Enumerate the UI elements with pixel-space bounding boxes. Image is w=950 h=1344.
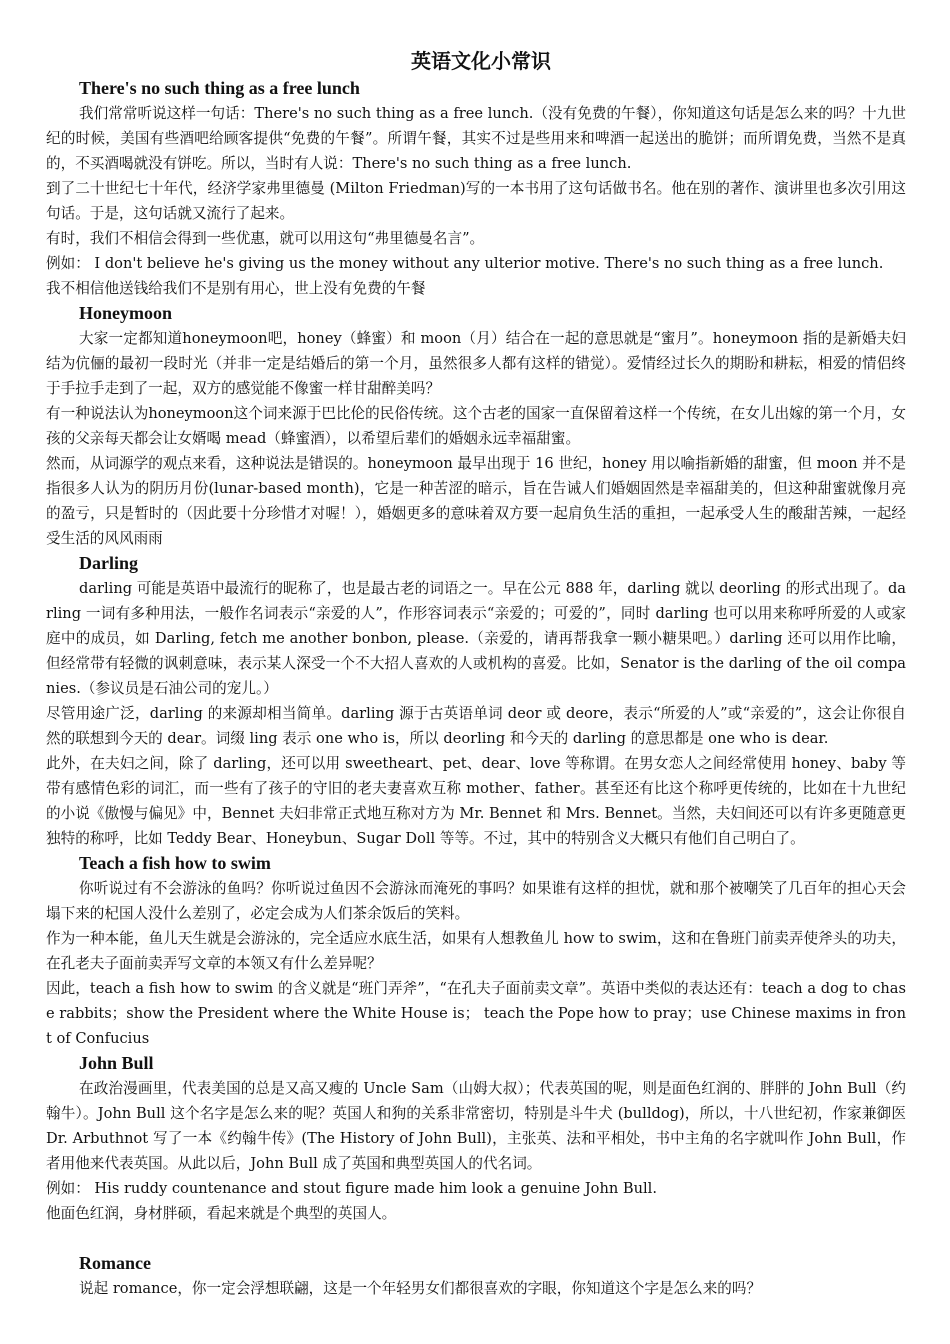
example-sentence: 例如： I don't believe he's giving us the money without any ulterior motive. There's no such thing as a free lunch. (46, 255, 884, 272)
section-heading: Darling (79, 553, 139, 573)
paragraph: 因此，teach a fish how to swim 的含义就是“班门弄斧”，“在孔夫子面前卖文章”。英语中类似的表达还有：teach a dog to chase rabbits；show the President where the White House is； teach the Pope how to pray；use Chinese maxims in front of Confucius (46, 980, 906, 1047)
paragraph: 此外，在夫妇之间，除了 darling，还可以用 sweetheart、pet、dear、love 等称谓。在男女恋人之间经常使用 honey、baby 等带有感情色彩的词汇，而一些有了孩子的守旧的老夫妻喜欢互称 mother、father。甚至还有比这个称呼更传统的，比如在十九世纪的小说《傲慢与偏见》中，Bennet 夫妇非常正式地互称对方为 Mr. Bennet 和 Mrs. Bennet。当然，夫妇间还可以有许多更随意更独特的称呼，比如 Teddy Bear、Honeybun、Sugar Doll 等等。不过，其中的特别含义大概只有他们自己明白了。 (46, 755, 906, 847)
paragraph: 作为一种本能，鱼儿天生就是会游泳的，完全适应水底生活，如果有人想教鱼儿 how to swim，这和在鲁班门前卖弄使斧头的功夫，在孔老夫子面前卖弄写文章的本领又有什么差异呢？ (46, 930, 906, 972)
paragraph: 到了二十世纪七十年代，经济学家弗里德曼 (Milton Friedman)写的一本书用了这句话做书名。他在别的著作、演讲里也多次引用这句话。于是，这句话就又流行了起来。 (46, 180, 906, 222)
section-teach-a-fish (46, 851, 906, 1051)
section-free-lunch (46, 76, 906, 301)
paragraph: 我们常常听说这样一句话：There's no such thing as a free lunch.（没有免费的午餐），你知道这句话是怎么来的吗？十九世纪的时候，美国有些酒吧给顾客提供“免费的午餐”。所谓午餐，其实不过是些用来和啤酒一起送出的脆饼；而所谓免费，当然不是真的，不买酒喝就没有饼吃。所以，当时有人说：There's no such thing as a free lunch. (46, 105, 906, 172)
paragraph: 大家一定都知道honeymoon吧，honey（蜂蜜）和 moon（月）结合在一起的意思就是“蜜月”。honeymoon 指的是新婚夫妇结为伉俪的最初一段时光（并非一定是结婚后的第一个月，虽然很多人都有这样的错觉）。爱情经过长久的期盼和耕耘，相爱的情侣终于手拉手走到了一起，双方的感觉能不像蜜一样甘甜醉美吗？ (46, 330, 906, 397)
section-heading: Teach a fish how to swim (79, 853, 271, 873)
section-heading: Honeymoon (79, 303, 173, 323)
paragraph: 尽管用途广泛，darling 的来源却相当简单。darling 源于古英语单词 deor 或 deore，表示“所爱的人”或“亲爱的”，这会让你很自然的联想到今天的 dear。词缀 ling 表示 one who is，所以 deorling 和今天的 darling 的意思都是 one who is dear. (46, 705, 906, 747)
paragraph: 有时，我们不相信会得到一些优惠，就可以用这句“弗里德曼名言”。 (46, 230, 485, 247)
section-romance (46, 1251, 906, 1301)
example-translation: 他面色红润，身材胖硕，看起来就是个典型的英国人。 (46, 1205, 397, 1222)
paragraph: 然而，从词源学的观点来看，这种说法是错误的。honeymoon 最早出现于 16 世纪，honey 用以喻指新婚的甜蜜，但 moon 并不是指很多人认为的阴历月份(lunar-based month)，它是一种苦涩的暗示，旨在告诫人们婚姻固然是幸福甜美的，但这种甜蜜就像月亮的盈亏，只是暂时的（因此要十分珍惜才对喔！），婚姻更多的意味着双方要一起肩负生活的重担，一起承受人生的酸甜苦辣，一起经受生活的风风雨雨 (46, 455, 906, 547)
paragraph: 你听说过有不会游泳的鱼吗？你听说过鱼因不会游泳而淹死的事吗？如果谁有这样的担忧，就和那个被嘲笑了几百年的担心天会塌下来的杞国人没什么差别了，必定会成为人们茶余饭后的笑料。 (46, 880, 906, 922)
section-darling (46, 551, 906, 851)
section-john-bull (46, 1051, 906, 1226)
section-heading: There's no such thing as a free lunch (79, 78, 360, 98)
paragraph: 说起 romance，你一定会浮想联翩，这是一个年轻男女们都很喜欢的字眼，你知道这个字是怎么来的吗？ (79, 1280, 762, 1297)
paragraph: 在政治漫画里，代表美国的总是又高又瘦的 Uncle Sam（山姆大叔）；代表英国的呢，则是面色红润的、胖胖的 John Bull（约翰牛）。John Bull 这个名字是怎么来的呢？英国人和狗的关系非常密切，特别是斗牛犬 (bulldog)，所以，十八世纪初，作家兼御医 Dr. Arbuthnot 写了一本《约翰牛传》(The History of John Bull)，主张英、法和平相处，书中主角的名字就叫作 John Bull，作者用他来代表英国。从此以后，John Bull 成了英国和典型英国人的代名词。 (46, 1080, 906, 1172)
paragraph: 有一种说法认为honeymoon这个词来源于巴比伦的民俗传统。这个古老的国家一直保留着这样一个传统，在女儿出嫁的第一个月，女孩的父亲每天都会让女婿喝 mead（蜂蜜酒），以希望后辈们的婚姻永远幸福甜蜜。 (46, 405, 906, 447)
page-title: 英语文化小常识 (411, 49, 551, 73)
blank-line (46, 1226, 906, 1251)
document-page (46, 46, 906, 1301)
section-heading: John Bull (79, 1053, 154, 1073)
example-translation: 我不相信他送钱给我们不是别有用心，世上没有免费的午餐 (46, 280, 426, 297)
paragraph: darling 可能是英语中最流行的昵称了，也是最古老的词语之一。早在公元 888 年，darling 就以 deorling 的形式出现了。darling 一词有多种用法，一般作名词表示“亲爱的人”，作形容词表示“亲爱的；可爱的”，同时 darling 也可以用来称呼所爱的人或家庭中的成员，如 Darling, fetch me another bonbon, please.（亲爱的，请再帮我拿一颗小糖果吧。）darling 还可以用作比喻，但经常带有轻微的讽刺意味，表示某人深受一个不大招人喜欢的人或机构的喜爱。比如，Senator is the darling of the oil companies.（参议员是石油公司的宠儿。） (46, 580, 906, 697)
example-sentence: 例如： His ruddy countenance and stout figure made him look a genuine John Bull. (46, 1180, 657, 1197)
section-honeymoon (46, 301, 906, 551)
section-heading: Romance (79, 1253, 151, 1273)
